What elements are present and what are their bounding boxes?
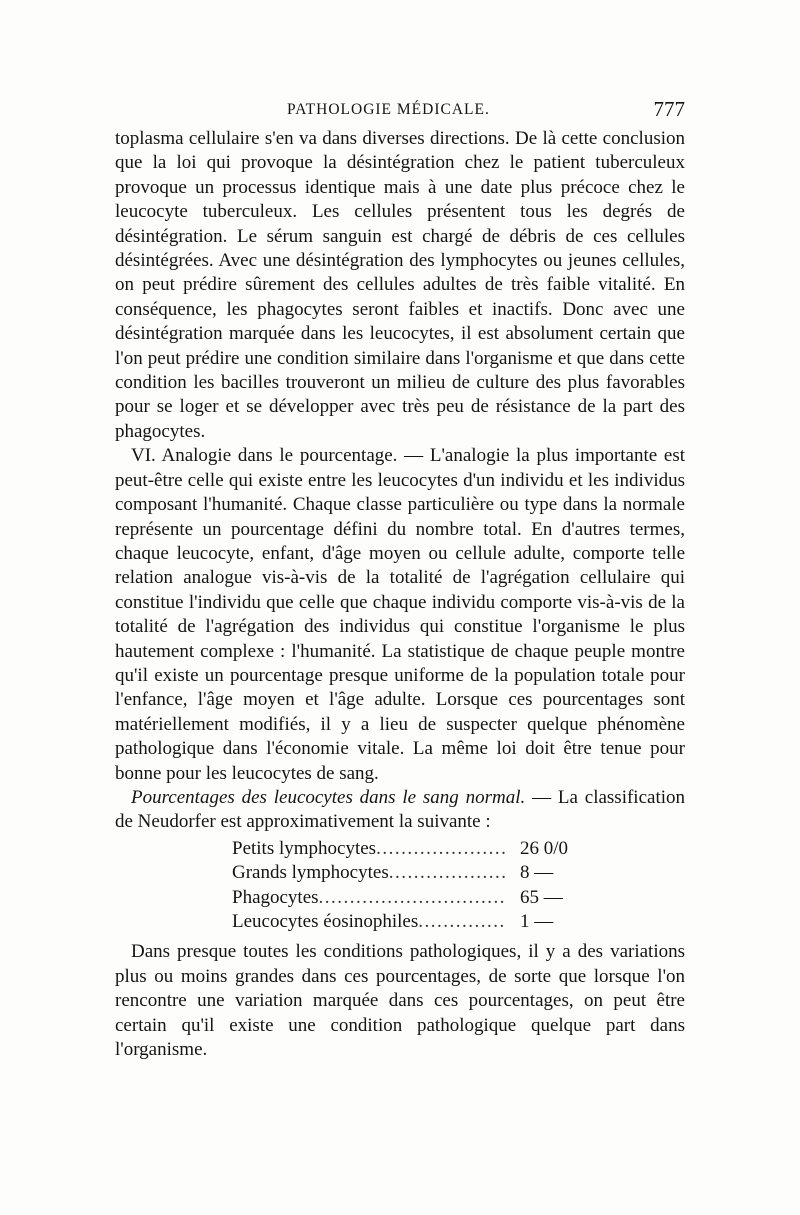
paragraph-analogie: VI. Analogie dans le pourcentage. — L'analogie la plus importante est peut-être celle qui existe entre les leucocytes d'un individu et les individus composant l'humanité. Chaque classe particulière ou type dans la normale représente un pourcentage défini du nombre total. En d'autres termes, chaque leucocyte, enfant, d'âge moyen ou cellule adulte, comporte telle relation analogue vis-à-vis de la totalité de l'agrégation cellulaire qui constitue l'individu que celle que chaque individu comporte vis-à-vis de la totalité de l'agrégation des individus qui constitue l'organisme le plus hautement complexe : l'humanité. La statistique de chaque peuple montre qu'il existe un pourcentage presque uniforme de la population totale pour l'enfance, l'âge moyen et l'âge adulte. Lorsque ces pourcentages sont matériellement modifiés, il y a lieu de suspecter quelque phénomène pathologique dans l'économie vitale. La même loi doit être tenue pour bonne pour les leucocytes de sang.: [115, 445, 685, 784]
leader-dots: [389, 861, 506, 885]
table-row: [232, 861, 572, 885]
row-value: 1 —: [520, 910, 554, 932]
row-value: 8 —: [520, 862, 554, 884]
page-header: [115, 97, 685, 125]
table-row: [232, 837, 572, 861]
paragraph-pourcentages: [115, 786, 685, 835]
leader-dots: [376, 837, 506, 861]
table-row: [232, 886, 572, 910]
row-label: Grands lymphocytes: [232, 862, 389, 884]
leader-dots: [418, 910, 506, 934]
page-number: 777: [653, 97, 685, 121]
row-label: Phagocytes: [232, 886, 319, 908]
running-title: PATHOLOGIE MÉDICALE.: [287, 101, 490, 118]
row-value: 26 0/0: [520, 837, 569, 859]
section-heading-italic: Pourcentages des leucocytes dans le sang normal.: [131, 786, 526, 808]
section-intro-text: — La classification de Neudorfer est approximativement la suivante :: [115, 786, 685, 833]
leader-dots: [319, 886, 506, 910]
paragraph-conclusion: Dans presque toutes les conditions pathologiques, il y a des variations plus ou moins grandes dans ces pourcentages, de sorte que lorsque l'on rencontre une variation marquée dans ces pourcentages, on peut être certain qu'il existe une condition pathologique quelque part dans l'organisme.: [115, 941, 685, 1060]
row-label: Leucocytes éosinophiles: [232, 910, 419, 932]
paragraph-1: toplasma cellulaire s'en va dans diverses directions. De là cette conclusion que la loi qui provoque la désintégration chez le patient tuberculeux provoque un processus identique mais à une date plus précoce chez le leucocyte tuberculeux. Les cellules présentent tous les degrés de désintégration. Le sérum sanguin est chargé de débris de ces cellules désintégrées. Avec une désintégration des lymphocytes ou jeunes cellules, on peut prédire sûrement des cellules adultes de très faible vitalité. En conséquence, les phagocytes seront faibles et inactifs. Donc avec une désintégration marquée dans les leucocytes, il est absolument certain que l'on peut prédire une condition similaire dans l'organisme et que dans cette condition les bacilles trouveront un milieu de culture des plus favorables pour se loger et se développer avec très peu de résistance de la part des phagocytes.: [115, 128, 685, 442]
page-body: [115, 127, 685, 1062]
leucocyte-percentage-table: [232, 837, 572, 935]
row-value: 65 —: [520, 886, 563, 908]
row-label: Petits lymphocytes: [232, 837, 377, 859]
table-row: [232, 910, 572, 934]
